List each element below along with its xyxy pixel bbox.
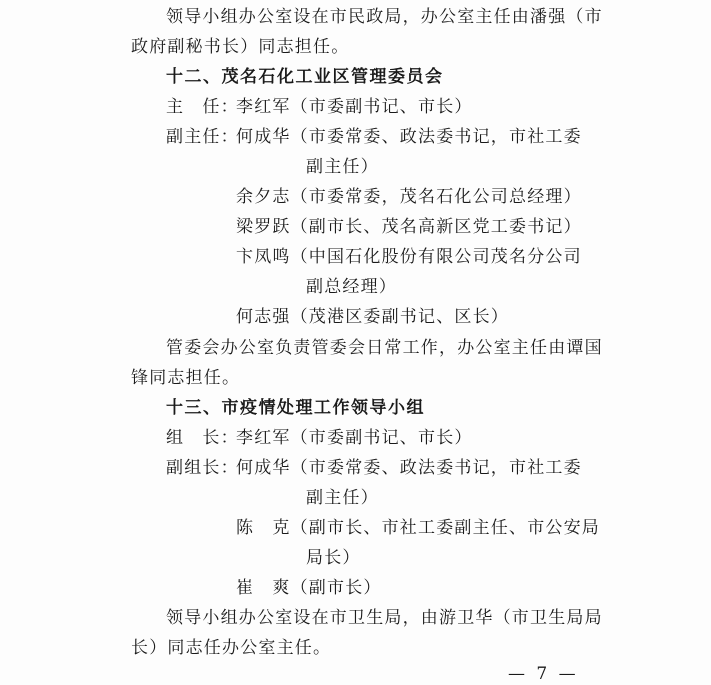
section12-director — [166, 97, 473, 117]
section12-office-line1: 管委会办公室负责管委会日常工作，办公室主任由谭国 — [166, 338, 603, 358]
deputy-label: 副主任： — [166, 127, 239, 147]
section13-leader — [166, 428, 473, 448]
section12-deputy-4-cont: 副总经理） — [306, 277, 397, 297]
deputy-value: 何成华（市委常委、政法委书记，市社工委 — [236, 127, 582, 147]
director-value: 李红军（市委副书记、市长） — [236, 97, 473, 117]
section13-office-line1: 领导小组办公室设在市卫生局，由游卫华（市卫生局局 — [166, 608, 603, 628]
section13-office-line2: 长）同志任办公室主任。 — [131, 638, 332, 658]
section13-deputy-2: 陈 克（副市长、市社工委副主任、市公安局 — [236, 518, 600, 538]
section11-office-line1: 领导小组办公室设在市民政局，办公室主任由潘强（市 — [166, 7, 603, 27]
section13-deputy-1-cont: 副主任） — [306, 488, 379, 508]
leader-label: 组 长： — [166, 428, 239, 448]
deputy-value: 何成华（市委常委、政法委书记，市社工委 — [236, 458, 582, 478]
section12-deputy-2: 余夕志（市委常委，茂名石化公司总经理） — [236, 187, 582, 207]
section11-office-line2: 政府副秘书长）同志担任。 — [131, 37, 350, 57]
section12-deputy-4: 卞凤鸣（中国石化股份有限公司茂名分公司 — [236, 247, 582, 267]
section12-deputy-3: 梁罗跃（副市长、茂名高新区党工委书记） — [236, 217, 582, 237]
section12-deputy-5: 何志强（茂港区委副书记、区长） — [236, 307, 509, 327]
page-number: — 7 — — [508, 664, 579, 684]
director-label: 主 任： — [166, 97, 239, 117]
section12-heading: 十二、茂名石化工业区管理委员会 — [166, 67, 444, 87]
section12-office-line2: 锋同志担任。 — [131, 368, 241, 388]
deputy-label: 副组长： — [166, 458, 239, 478]
section12-deputy-1-cont: 副主任） — [306, 157, 379, 177]
leader-value: 李红军（市委副书记、市长） — [236, 428, 473, 448]
section12-deputy-1 — [166, 127, 582, 147]
section13-heading: 十三、市疫情处理工作领导小组 — [166, 398, 425, 418]
section13-deputy-2-cont: 局长） — [306, 548, 361, 568]
section13-deputy-3: 崔 爽（副市长） — [236, 578, 382, 598]
section13-deputy-1 — [166, 458, 582, 478]
